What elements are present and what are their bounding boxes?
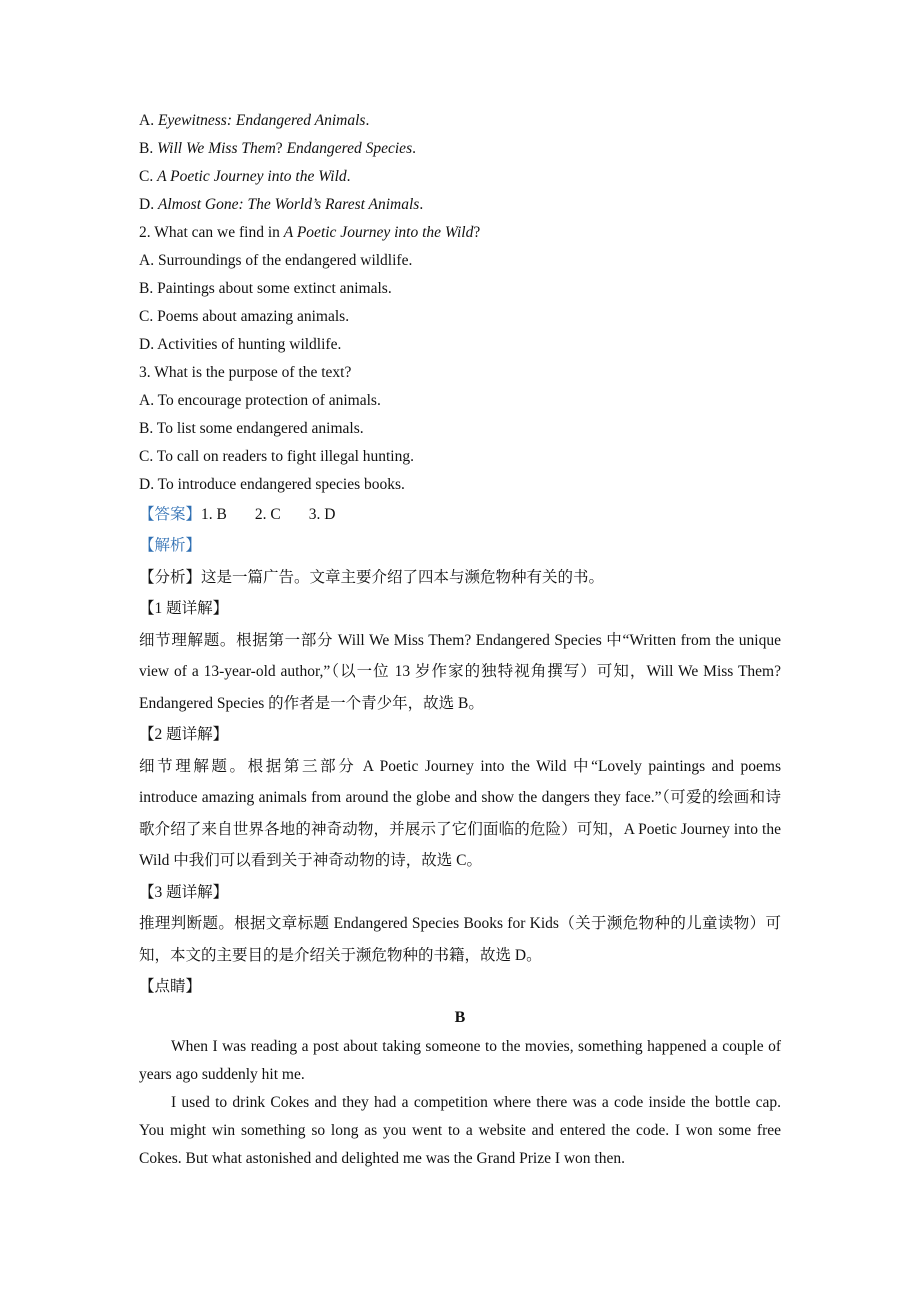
q2-option-b: B. Paintings about some extinct animals.: [139, 280, 392, 297]
answer-line: [139, 499, 781, 530]
q1-detail-text: 细节理解题。根据第一部分 Will We Miss Them? Endangered Species 中“Written from the unique view of a 13-year-old author,”（以一位 13 岁作家的独特视角撰写）可知，Will We Miss Them? Endangered Species 的作者是一个青少年，故选 B。: [139, 631, 781, 712]
q3-detail-heading: 【3 题详解】: [139, 883, 229, 901]
q3-option-d: D. To introduce endangered species books.: [139, 476, 405, 493]
q3-stem: 3. What is the purpose of the text?: [139, 364, 352, 381]
section-b-paragraph-2: I used to drink Cokes and they had a competition where there was a code inside the bottle cap. You might win something so long as you went to a website and entered the code. I won some free Cokes. But what astonished and delighted me was the Grand Prize I won then.: [139, 1093, 781, 1167]
analysis-label: 【解析】: [139, 537, 202, 554]
q2-option-d: D. Activities of hunting wildlife.: [139, 336, 342, 353]
q1-option-b: B. Will We Miss Them? Endangered Species.: [139, 140, 416, 157]
answer-2: 2. C: [254, 506, 281, 523]
tip-label: 【点睛】: [139, 978, 202, 995]
q3-option-b: B. To list some endangered animals.: [139, 420, 364, 437]
q2-detail-heading: 【2 题详解】: [139, 726, 229, 743]
q2-stem: 2. What can we find in A Poetic Journey into the Wild?: [139, 224, 481, 241]
answer-3: 3. D: [308, 506, 336, 523]
q1-option-a: A. Eyewitness: Endangered Animals.: [139, 112, 370, 129]
section-b-paragraph-1: When I was reading a post about taking someone to the movies, something happened a couple of years ago suddenly hit me.: [139, 1037, 781, 1083]
q1-detail-heading: 【1 题详解】: [139, 600, 229, 617]
answer-label: 【答案】: [139, 506, 202, 523]
document-page: [139, 107, 781, 1173]
q2-option-c: C. Poems about amazing animals.: [139, 308, 350, 325]
analysis-summary: 【分析】这是一篇广告。文章主要介绍了四本与濒危物种有关的书。: [139, 568, 605, 586]
q1-option-c: C. A Poetic Journey into the Wild.: [139, 168, 351, 185]
q3-option-c: C. To call on readers to fight illegal hunting.: [139, 448, 414, 465]
q1-option-d: D. Almost Gone: The World’s Rarest Animals.: [139, 196, 424, 213]
q2-option-a: A. Surroundings of the endangered wildlife.: [139, 252, 413, 269]
answer-1: 1. B: [201, 506, 227, 523]
q3-option-a: A. To encourage protection of animals.: [139, 392, 381, 409]
q3-detail-text: 推理判断题。根据文章标题 Endangered Species Books for Kids（关于濒危物种的儿童读物）可知，本文的主要目的是介绍关于濒危物种的书籍，故选 D。: [139, 915, 781, 964]
section-b-title: B: [454, 1008, 466, 1026]
q2-detail-text: 细节理解题。根据第三部分 A Poetic Journey into the Wild 中“Lovely paintings and poems introduce amazing animals from around the globe and show the dangers they face.”（可爱的绘画和诗歌介绍了来自世界各地的神奇动物，并展示了它们面临的危险）可知，A Poetic Journey into the Wild 中我们可以看到关于神奇动物的诗，故选 C。: [139, 757, 781, 869]
